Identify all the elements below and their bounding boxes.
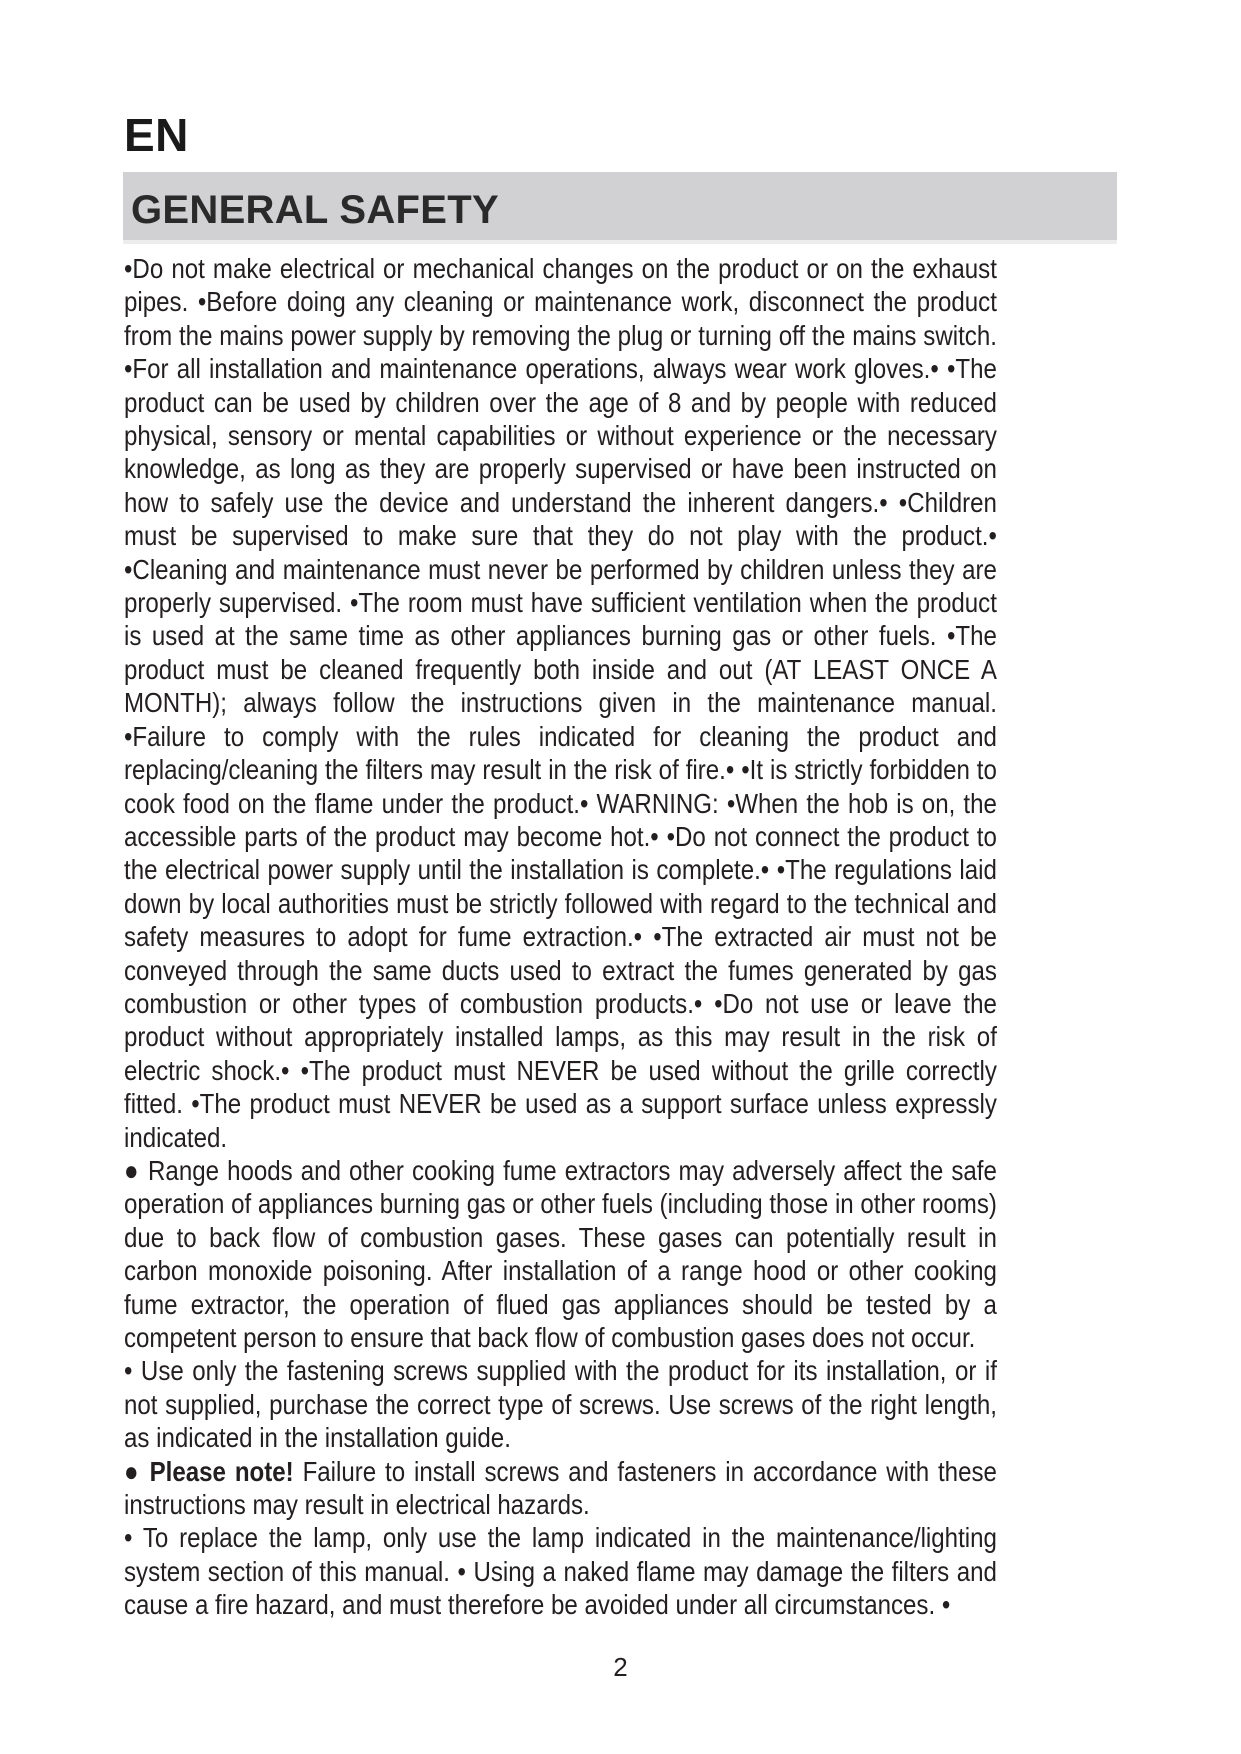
section-banner [123,172,1117,244]
please-note-label: ● Please note! [124,1455,294,1487]
safety-paragraph-please-note [124,1455,997,1522]
safety-paragraph-lamp: • To replace the lamp, only use the lamp indicated in the maintenance/lighting system section of this manual. • Using a naked flame may damage the filters and cause a fire hazard, and must therefore be avoided under all circumstances. • [124,1522,997,1621]
safety-paragraph-main: •Do not make electrical or mechanical changes on the product or on the exhaust pipes. •Before doing any cleaning or maintenance work, disconnect the product from the mains power supply by removing the plug or turning off the mains switch. •For all installation and maintenance operations, always wear work gloves.• •The product can be used by children over the age of 8 and by people with reduced physical, sensory or mental capabilities or without experience or the necessary knowledge, as long as they are properly supervised or have been instructed on how to safely use the device and understand the inherent dangers.• •Children must be supervised to make sure that they do not play with the product.• •Cleaning and maintenance must never be performed by children unless they are properly supervised. •The room must have sufficient ventilation when the product is used at the same time as other appliances burning gas or other fuels. •The product must be cleaned frequently both inside and out (AT LEAST ONCE A MONTH); always follow the instructions given in the maintenance manual. •Failure to comply with the rules indicated for cleaning the product and replacing/cleaning the filters may result in the risk of fire.• •It is strictly forbidden to cook food on the flame under the product.• WARNING: •When the hob is on, the accessible parts of the product may become hot.• •Do not connect the product to the electrical power supply until the installation is complete.• •The regulations laid down by local authorities must be strictly followed with regard to the technical and safety measures to adopt for fume extraction.• •The extracted air must not be conveyed through the same ducts used to extract the fumes generated by gas combustion or other types of combustion products.• •Do not use or leave the product without appropriately installed lamps, as this may result in the risk of electric shock.• •The product must NEVER be used without the grille correctly fitted. •The product must NEVER be used as a support surface unless expressly indicated. [124,253,997,1153]
safety-text-body [124,252,997,1622]
safety-paragraph-range-hoods: ● Range hoods and other cooking fume extractors may adversely affect the safe operation of appliances burning gas or other fuels (including those in other rooms) due to back flow of combustion gases. These gases can potentially result in carbon monoxide poisoning. After installation of a range hood or other cooking fume extractor, the operation of flued gas appliances should be tested by a competent person to ensure that back flow of combustion gases does not occur. [124,1154,997,1353]
page-number: 2 [613,1652,628,1682]
please-note-text: Failure to install screws and fasteners in accordance with these instructions may result in electrical hazards. [124,1455,997,1521]
section-title: GENERAL SAFETY [131,188,499,232]
safety-paragraph-screws: • Use only the fastening screws supplied with the product for its installation, or if not supplied, purchase the correct type of screws. Use screws of the right length, as indicated in the installation guide. [124,1355,997,1454]
language-code: EN [124,109,189,161]
